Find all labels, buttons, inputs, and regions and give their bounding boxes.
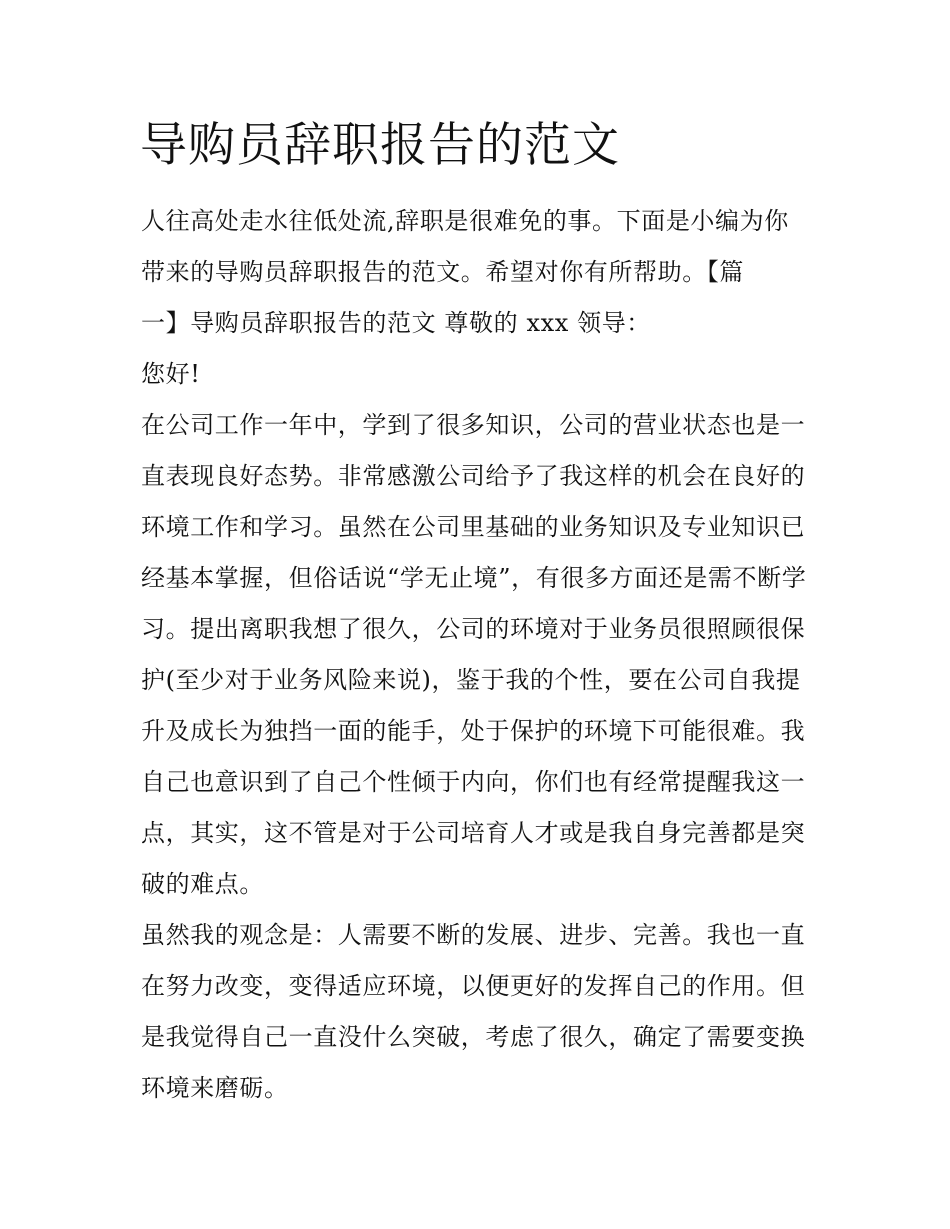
body-line: 虽然我的观念是：人需要不断的发展、进步、完善。我也一直: [141, 921, 806, 949]
body-line: 是我觉得自己一直没什么突破，考虑了很久，确定了需要变换: [141, 1023, 806, 1051]
body-line: 人往高处走水往低处流,辞职是很难免的事。下面是小编为你: [141, 207, 789, 235]
body-line: 环境来磨砺。: [141, 1074, 289, 1102]
body-line: 点，其实，这不管是对于公司培育人才或是我自身完善都是突: [141, 819, 806, 847]
body-line: 直表现良好态势。非常感激公司给予了我这样的机会在良好的: [141, 462, 806, 490]
body-line: 破的难点。: [141, 870, 264, 898]
body-line: 习。提出离职我想了很久，公司的环境对于业务员很照顾很保: [141, 615, 806, 643]
body-line: 您好!: [141, 360, 201, 388]
body-line: 护(至少对于业务风险来说)，鉴于我的个性，要在公司自我提: [141, 666, 801, 694]
body-line: 在公司工作一年中，学到了很多知识，公司的营业状态也是一: [141, 411, 806, 439]
body-line: 在努力改变，变得适应环境，以便更好的发挥自己的作用。但: [141, 972, 806, 1000]
body-line: 经基本掌握，但俗话说“学无止境”，有很多方面还是需不断学: [141, 564, 807, 592]
body-line: 一】导购员辞职报告的范文 尊敬的 xxx 领导：: [141, 309, 651, 337]
body-line: 带来的导购员辞职报告的范文。希望对你有所帮助。【篇: [141, 258, 744, 286]
body-line: 自己也意识到了自己个性倾于内向，你们也有经常提醒我这一: [141, 768, 806, 796]
document-title: 导购员辞职报告的范文: [140, 118, 620, 173]
body-line: 升及成长为独挡一面的能手，处于保护的环境下可能很难。我: [141, 717, 806, 745]
body-line: 环境工作和学习。虽然在公司里基础的业务知识及专业知识已: [141, 513, 806, 541]
